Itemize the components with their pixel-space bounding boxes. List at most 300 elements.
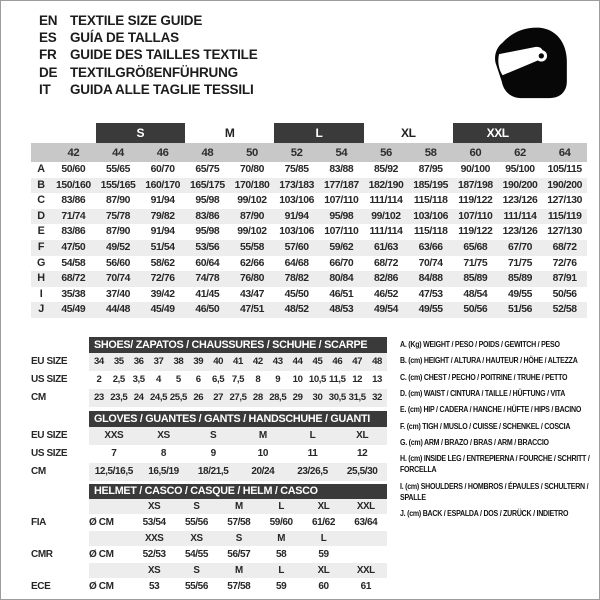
language-title: TEXTILE SIZE GUIDE: [70, 13, 203, 28]
label-spacer: [31, 563, 89, 578]
size-value: 67/70: [507, 241, 532, 253]
sub-table-row: [31, 353, 387, 371]
size-value: 72/76: [552, 257, 577, 269]
size-value: 54/58: [61, 257, 86, 269]
size-value: 61/63: [373, 241, 398, 253]
legend-item: A. (Kg) WEIGHT / PESO / POIDS / GEWITCH / PESO: [400, 339, 560, 349]
helmet-size-label: M: [260, 531, 302, 546]
cell-value: 48: [367, 353, 387, 371]
helmet-size-row: [31, 563, 387, 578]
helmet-size-label: S: [218, 531, 260, 546]
size-value: 56/60: [105, 257, 130, 269]
legend-item: F. (cm) TIGH / MUSLO / CUISSE / SCHENKEL / COSCIA: [400, 420, 571, 431]
size-group-s: S: [96, 123, 185, 143]
size-value: 59/62: [329, 241, 354, 253]
size-value: 115/119: [547, 210, 582, 222]
size-value: 71/75: [463, 257, 488, 269]
size-value: 87/90: [105, 195, 130, 207]
size-value: 123/126: [502, 195, 538, 207]
size-group-xxl: XXL: [453, 123, 542, 143]
helmet-size-label: XXS: [133, 531, 175, 546]
language-title: GUIDA ALLE TAGLIE TESSILI: [70, 81, 254, 97]
cell-value: 10: [292, 374, 303, 385]
helmet-value: 57/58: [227, 517, 251, 528]
measurement-row: [31, 240, 587, 256]
cell-value: 6: [195, 374, 201, 385]
language-title: GUÍA DE TALLAS: [70, 30, 179, 46]
size-value: 91/94: [150, 195, 175, 207]
size-value: 83/86: [61, 226, 86, 238]
corner-spacer: [31, 123, 51, 143]
helmet-size-label: XXL: [345, 499, 387, 514]
row-label: B: [37, 178, 45, 191]
size-value: 103/106: [279, 195, 315, 207]
cell-value: 37: [149, 353, 169, 371]
measurement-row: [31, 162, 587, 178]
size-value: 111/114: [369, 195, 403, 207]
size-value: 87/90: [105, 226, 130, 238]
size-value: 49/55: [418, 304, 443, 316]
helmet-size-label: M: [218, 563, 260, 578]
row-label: US SIZE: [31, 374, 68, 385]
cell-value: 29: [288, 389, 308, 407]
gloves-table-title: GLOVES / GUANTES / GANTS / HANDSCHUHE / GUANTI: [89, 411, 387, 427]
sub-table-row: [31, 427, 387, 445]
cell-value: 23: [89, 389, 109, 407]
cell-value: 42: [248, 353, 268, 371]
helmet-size-label: L: [302, 531, 344, 546]
measurement-row: [31, 178, 587, 194]
cell-value: L: [288, 427, 338, 445]
standard-label: ECE: [31, 581, 51, 592]
size-value: 119/122: [458, 226, 493, 238]
helmet-size-label: S: [175, 563, 217, 578]
size-value: 79/82: [150, 210, 175, 222]
size-value: 51/56: [507, 304, 532, 316]
size-value: 37/40: [105, 288, 130, 300]
cell-value: 28: [248, 389, 268, 407]
unit-label: Ø CM: [89, 549, 114, 560]
size-value: 50/60: [61, 164, 86, 175]
helmet-value: 58: [275, 549, 287, 560]
language-code: EN: [39, 13, 58, 28]
size-value: 45/50: [284, 288, 309, 300]
helmet-size-row: [31, 499, 387, 514]
size-value: 107/110: [324, 195, 359, 207]
column-header: 54: [335, 146, 348, 159]
helmet-value: 56/57: [227, 549, 251, 560]
size-value: 51/54: [150, 241, 175, 253]
language-title: TEXTILGRÖßENFÜHRUNG: [70, 64, 238, 80]
helmet-value: 57/58: [227, 581, 251, 592]
cell-value: 8: [255, 374, 261, 385]
accessory-size-tables: [31, 337, 387, 595]
size-value: 47/53: [418, 288, 443, 300]
helmet-value: 61: [360, 581, 371, 592]
cell-value: 36: [129, 353, 149, 371]
language-row-it: [39, 81, 258, 98]
shoes-table-title: SHOES/ ZAPATOS / CHAUSSURES / SCHUHE / SCARPE: [89, 337, 387, 353]
legend-item: B. (cm) HEIGHT / ALTURA / HAUTEUR / HÖHE / ALTEZZA: [400, 355, 578, 366]
size-value: 70/80: [239, 164, 264, 175]
legend-item: H. (cm) INSIDE LEG / ENTREPIERNA / FOURCHE / SCHRITT / FORCELLA: [400, 453, 590, 475]
size-value: 48/52: [284, 304, 309, 316]
helmet-size-label: XXL: [345, 563, 387, 578]
size-value: 155/165: [100, 179, 136, 191]
cell-value: 2,5: [112, 374, 125, 385]
helmet-value-row: [31, 578, 387, 595]
cell-value: 4: [156, 374, 161, 385]
size-value: 72/76: [150, 273, 175, 285]
measurement-row: [31, 209, 587, 225]
helmet-size-label: M: [218, 499, 260, 514]
size-value: 46/52: [373, 288, 398, 300]
measurement-row: [31, 224, 587, 240]
size-value: 87/90: [239, 210, 264, 222]
cell-value: 12,5/16,5: [89, 463, 139, 481]
legend-item: C. (cm) CHEST / PECHO / POITRINE / TRUHE / PETTO: [400, 371, 568, 382]
language-code: FR: [39, 47, 57, 63]
size-value: 83/88: [329, 164, 354, 175]
cell-value: 8: [160, 448, 167, 459]
cell-value: 25,5/30: [337, 463, 387, 481]
helmet-size-label: L: [260, 563, 302, 578]
size-value: 71/74: [61, 210, 86, 222]
size-value: 111/114: [369, 226, 403, 238]
size-value: 46/51: [329, 288, 354, 300]
size-value: 190/200: [547, 179, 583, 191]
row-label: CM: [31, 466, 46, 477]
cell-value: 43: [268, 353, 288, 371]
size-value: 165/175: [189, 179, 225, 191]
cell-value: XS: [139, 427, 189, 445]
size-value: 87/95: [418, 164, 443, 175]
column-header-row: [31, 143, 587, 162]
measurement-row: [31, 271, 587, 287]
cell-value: 5: [175, 374, 181, 385]
size-value: 75/78: [105, 210, 130, 222]
size-value: 103/106: [413, 210, 449, 222]
column-header: 48: [201, 146, 214, 159]
size-value: 107/110: [324, 226, 359, 238]
cell-value: 38: [168, 353, 188, 371]
helmet-value: 59/60: [269, 517, 293, 528]
cell-value: 18/21,5: [188, 463, 238, 481]
size-value: 45/49: [61, 304, 86, 316]
helmet-value: 55/56: [184, 517, 208, 528]
size-value: 85/92: [373, 164, 398, 175]
sub-table-row: [31, 371, 387, 389]
cell-value: 31,5: [347, 389, 367, 407]
size-group-m: M: [224, 126, 235, 140]
size-value: 41/45: [195, 288, 220, 300]
cell-value: 41: [228, 353, 248, 371]
size-value: 85/89: [463, 273, 488, 285]
col-42-spacer: [51, 123, 96, 143]
cell-value: 28,5: [268, 389, 288, 407]
label-spacer: [31, 531, 89, 546]
size-group-xl: XL: [401, 126, 416, 140]
column-header: 60: [469, 146, 482, 159]
legend-item: J. (cm) BACK / ESPALDA / DOS / ZURÜCK / INDIETRO: [400, 508, 569, 519]
size-value: 115/118: [413, 195, 448, 207]
textile-size-table: [31, 123, 587, 318]
language-row-es: [39, 29, 258, 46]
size-value: 170/180: [234, 179, 270, 191]
size-value: 57/60: [284, 241, 309, 253]
cell-value: 30,5: [327, 389, 347, 407]
unit-label: Ø CM: [89, 517, 114, 528]
cell-value: 13: [372, 374, 382, 385]
size-value: 99/102: [237, 226, 267, 238]
row-label: G: [37, 256, 45, 269]
size-value: 48/54: [463, 288, 488, 300]
size-value: 58/62: [150, 257, 175, 269]
size-value: 90/100: [460, 164, 491, 175]
column-header: 46: [156, 146, 169, 159]
size-value: 49/52: [105, 241, 130, 253]
unit-spacer: [89, 499, 133, 514]
cell-value: 34: [89, 353, 109, 371]
cell-value: 9: [275, 374, 281, 385]
racing-helmet-icon: [485, 13, 573, 111]
size-value: 43/47: [239, 288, 264, 300]
cell-value: 7,5: [231, 374, 245, 385]
size-value: 49/55: [507, 288, 532, 300]
size-value: 45/49: [150, 304, 175, 316]
size-value: 185/195: [413, 179, 449, 191]
helmet-value: 60: [318, 581, 329, 592]
cell-value: XL: [337, 427, 387, 445]
legend-item: G. (cm) ARM / BRAZO / BRAS / ARM / BRACCIO: [400, 436, 549, 447]
cell-value: 12: [357, 448, 368, 459]
size-value: 46/50: [195, 304, 220, 316]
column-header: 52: [290, 146, 303, 159]
size-group-l: L: [274, 123, 363, 143]
size-value: 68/72: [373, 257, 398, 269]
column-header: 58: [424, 146, 437, 159]
cell-value: 23/26,5: [288, 463, 338, 481]
helmet-value-row: [31, 546, 387, 563]
size-value: 160/170: [145, 179, 181, 191]
size-value: 49/54: [373, 304, 398, 316]
size-value: 84/88: [418, 273, 443, 285]
measurement-row: [31, 193, 587, 209]
cell-value: 30: [308, 389, 328, 407]
sub-table-row: [31, 389, 387, 407]
row-label: J: [38, 303, 44, 316]
helmet-value-row: [31, 514, 387, 531]
size-value: 190/200: [502, 179, 538, 191]
size-value: 35/38: [61, 288, 86, 300]
row-label: F: [37, 240, 45, 253]
size-value: 74/78: [195, 273, 220, 285]
helmet-size-label: L: [260, 499, 302, 514]
legend-item: E. (cm) HIP / CADERA / HANCHE / HÜFTE / HIPS / BACINO: [400, 404, 582, 415]
cell-value: 23,5: [109, 389, 129, 407]
cell-value: 45: [308, 353, 328, 371]
cell-value: 20/24: [238, 463, 288, 481]
size-value: 50/56: [552, 288, 577, 300]
standard-label: CMR: [31, 549, 53, 560]
helmet-value: 53: [149, 581, 160, 592]
size-value: 78/82: [284, 273, 309, 285]
size-value: 53/56: [195, 241, 220, 253]
cell-value: 12: [352, 374, 363, 385]
cell-value: 39: [188, 353, 208, 371]
size-value: 91/94: [284, 210, 309, 222]
size-value: 75/85: [284, 164, 309, 175]
helmet-size-table: [31, 484, 387, 595]
size-value: 127/130: [547, 226, 583, 238]
size-value: 119/122: [458, 195, 493, 207]
size-value: 47/50: [61, 241, 86, 253]
row-label: A: [37, 163, 45, 175]
language-title-block: [39, 12, 258, 98]
cell-value: 46: [327, 353, 347, 371]
cell-value: M: [238, 427, 288, 445]
size-value: 68/72: [61, 273, 86, 285]
size-value: 127/130: [547, 195, 583, 207]
helmet-value: 55/56: [184, 581, 208, 592]
legend-item: D. (cm) WAIST / CINTURA / TAILLE / HÜFTUNG / VITA: [400, 387, 566, 398]
size-value: 103/106: [279, 226, 315, 238]
size-value: 83/86: [61, 195, 86, 207]
size-value: 82/86: [373, 273, 398, 285]
row-label: E: [37, 225, 45, 238]
cell-value: 2: [96, 374, 102, 385]
shoes-size-table: [31, 337, 387, 407]
legend-item: I. (cm) SHOULDERS / HOMBROS / ÉPAULES / SCHULTERN / SPALLE: [400, 480, 589, 502]
cell-value: S: [188, 427, 238, 445]
cell-value: 27,5: [228, 389, 248, 407]
standard-label: FIA: [31, 517, 46, 528]
size-value: 63/66: [418, 241, 443, 253]
helmet-size-label: XL: [302, 499, 344, 514]
size-value: 76/80: [239, 273, 264, 285]
language-title: GUIDE DES TAILLES TEXTILE: [70, 47, 258, 63]
size-value: 66/70: [329, 257, 354, 269]
size-value: 83/86: [195, 210, 220, 222]
language-row-en: [39, 12, 258, 29]
size-value: 177/187: [323, 179, 359, 191]
size-value: 107/110: [458, 210, 493, 222]
size-value: 111/114: [503, 210, 537, 222]
column-header: 64: [558, 146, 571, 159]
helmet-value: 59: [275, 581, 287, 592]
size-value: 39/42: [150, 288, 175, 300]
gloves-table-header: [31, 411, 387, 427]
cell-value: 11,5: [329, 374, 346, 385]
title-spacer: [31, 484, 89, 499]
helmet-table-header: [31, 484, 387, 499]
measurement-legend: [400, 339, 596, 524]
cell-value: 35: [109, 353, 129, 371]
size-value: 48/53: [329, 304, 354, 316]
helmet-value: 63/64: [354, 517, 378, 528]
size-value: 64/68: [284, 257, 309, 269]
helmet-value: 54/55: [184, 549, 208, 560]
helmet-size-label: XS: [175, 531, 217, 546]
size-value: 60/64: [195, 257, 220, 269]
size-value: 95/98: [329, 210, 354, 222]
cell-value: 7: [111, 448, 117, 459]
measurement-row: [31, 256, 587, 272]
size-value: 65/75: [195, 164, 220, 175]
cell-value: 32: [367, 389, 387, 407]
column-header: 50: [246, 146, 258, 159]
helmet-size-row: [31, 531, 387, 546]
helmet-size-label: XS: [133, 563, 175, 578]
size-value: 65/68: [463, 241, 488, 253]
title-spacer: [31, 411, 89, 427]
column-header: 56: [380, 146, 392, 159]
helmet-size-label: XL: [302, 563, 344, 578]
row-label: I: [39, 287, 43, 300]
cell-value: 24: [129, 389, 149, 407]
measurement-row: [31, 287, 587, 303]
unit-spacer: [89, 563, 133, 578]
size-value: 95/98: [195, 226, 220, 238]
size-value: 91/94: [150, 226, 175, 238]
helmet-size-label: XS: [133, 499, 175, 514]
helmet-value: 53/54: [142, 517, 166, 528]
size-value: 115/118: [413, 226, 448, 238]
shoes-table-header: [31, 337, 387, 353]
size-value: 47/51: [239, 304, 264, 316]
size-value: 99/102: [237, 195, 267, 207]
helmet-value: 52/53: [142, 549, 166, 560]
row-label: EU SIZE: [31, 430, 68, 441]
helmet-value: 61/62: [311, 517, 335, 528]
size-value: 70/74: [418, 257, 443, 269]
size-value: 80/84: [329, 273, 354, 285]
size-value: 52/58: [552, 304, 577, 316]
size-value: 95/100: [505, 164, 535, 175]
size-value: 60/70: [150, 164, 175, 175]
sub-table-row: [31, 463, 387, 481]
helmet-value: 59: [318, 549, 329, 560]
sub-table-row: [31, 445, 387, 463]
cell-value: 24,5: [149, 389, 169, 407]
helmet-value: [345, 546, 387, 563]
helmet-size-label: S: [175, 499, 217, 514]
label-spacer: [31, 499, 89, 514]
size-value: 62/66: [239, 257, 264, 269]
row-label: D: [37, 209, 45, 222]
cell-value: 16,5/19: [139, 463, 189, 481]
size-value: 123/126: [502, 226, 538, 238]
language-code: DE: [39, 64, 58, 80]
size-group-row: [31, 123, 587, 143]
gloves-size-table: [31, 411, 387, 481]
size-value: 105/115: [547, 164, 582, 175]
row-label: H: [37, 272, 45, 285]
cell-value: 6,5: [212, 374, 225, 385]
helmet-size-label: [345, 531, 387, 546]
cell-value: 9: [210, 448, 216, 459]
cell-value: 44: [288, 353, 308, 371]
language-code: IT: [39, 81, 51, 97]
column-header: 62: [514, 146, 526, 159]
size-value: 85/89: [507, 273, 532, 285]
cell-value: 47: [347, 353, 367, 371]
size-value: 71/75: [507, 257, 532, 269]
cell-value: 26: [188, 389, 208, 407]
size-value: 87/91: [552, 273, 577, 285]
cell-value: XXS: [89, 427, 139, 445]
size-value: 55/65: [105, 164, 130, 175]
